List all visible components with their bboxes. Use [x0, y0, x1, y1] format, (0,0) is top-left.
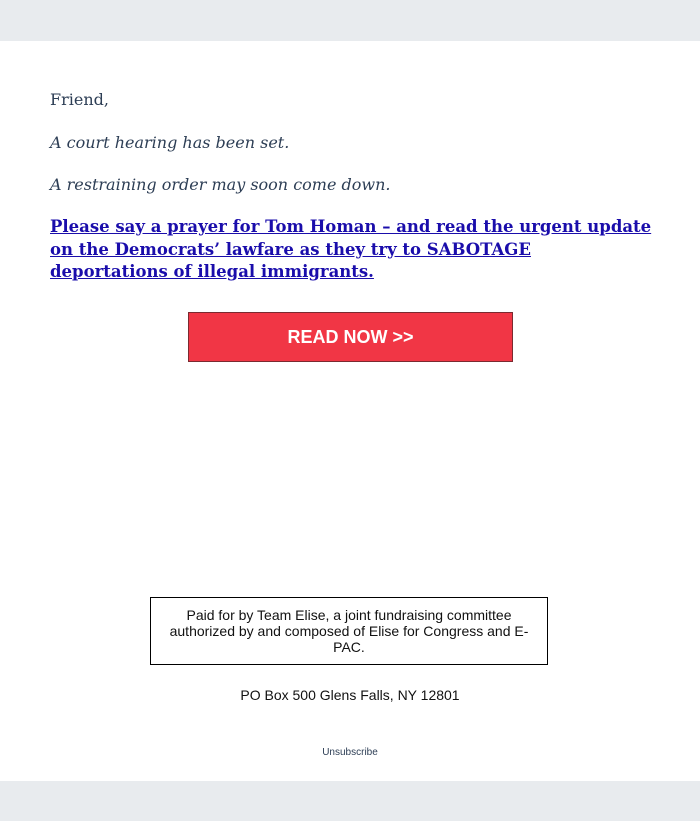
top-margin-band: [0, 0, 700, 41]
mailing-address: PO Box 500 Glens Falls, NY 12801: [240, 687, 460, 703]
bottom-margin-band: [0, 781, 700, 821]
body-line-court-hearing: A court hearing has been set.: [50, 133, 290, 152]
read-now-button[interactable]: READ NOW >>: [188, 312, 513, 362]
disclaimer-text: Paid for by Team Elise, a joint fundraising committee authorized by and composed of Elise for Congress and E-PAC.: [169, 607, 529, 655]
unsubscribe-link[interactable]: Unsubscribe: [322, 747, 378, 758]
email-body: [0, 41, 700, 781]
body-line-restraining-order: A restraining order may soon come down.: [50, 175, 391, 194]
paid-for-disclaimer: [150, 597, 548, 665]
greeting: Friend,: [50, 90, 109, 109]
headline-link[interactable]: Please say a prayer for Tom Homan – and read the urgent update on the Democrats’ lawfare as they try to SABOTAGE deportations of illegal immigrants.: [50, 217, 652, 281]
